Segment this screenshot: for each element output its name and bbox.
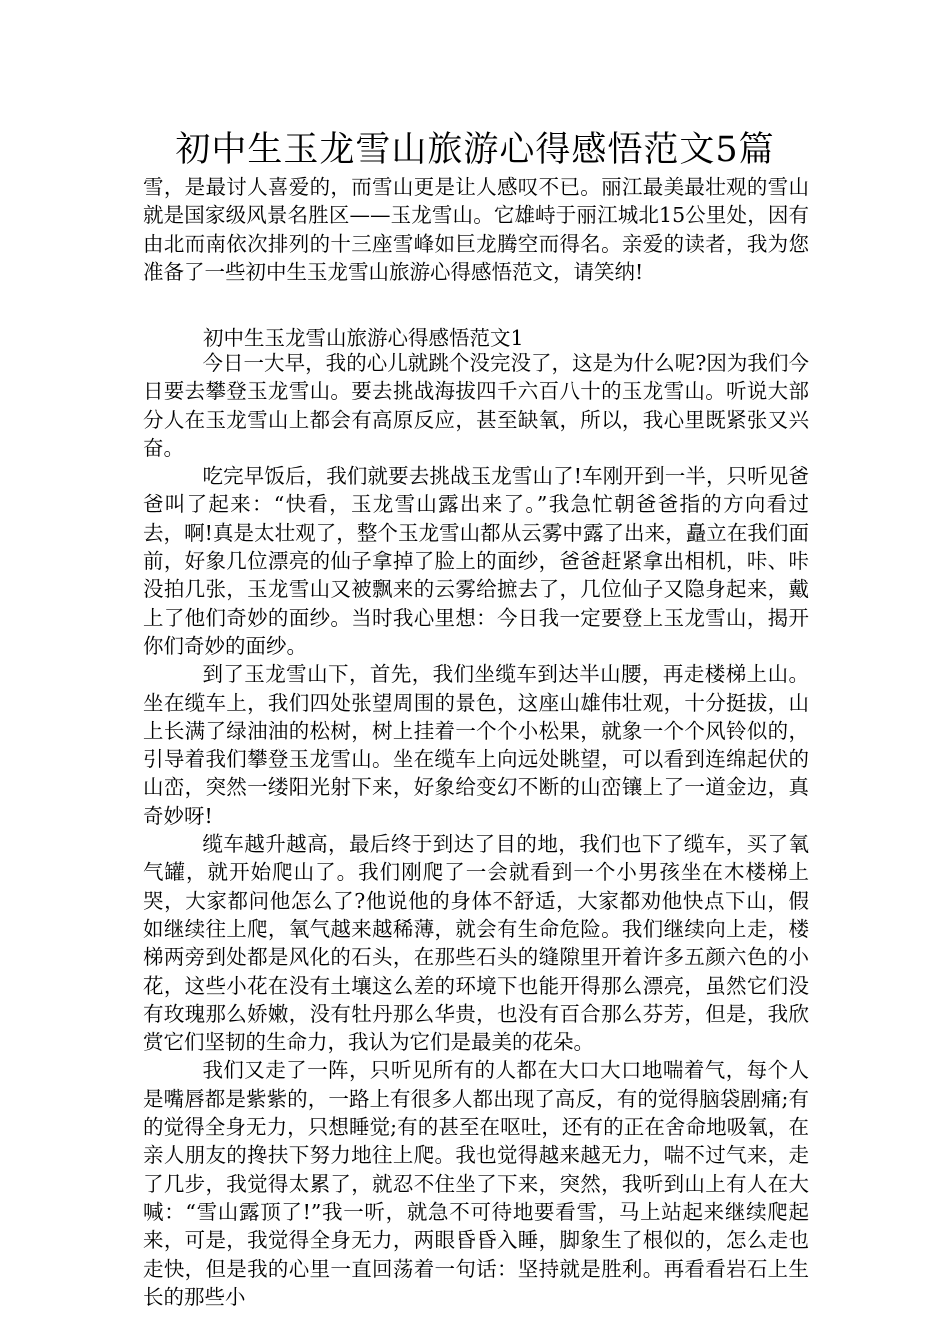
paragraph: 吃完早饭后，我们就要去挑战玉龙雪山了!车刚开到一半，只听见爸爸叫了起来：“快看，玉龙雪山露出来了。”我急忙朝爸爸指的方向看过去，啊!真是太壮观了，整个玉龙雪山都从云雾中露了出来，矗立在我们面前，好象几位漂亮的仙子拿掉了脸上的面纱，爸爸赶紧拿出相机，咔、咔没拍几张，玉龙雪山又被飘来的云雾给摭去了，几位仙子又隐身起来，戴上了他们奇妙的面纱。当时我心里想：今日我一定要登上玉龙雪山，揭开你们奇妙的面纱。	[143, 464, 809, 658]
paragraph: 我们又走了一阵，只听见所有的人都在大口大口地喘着气，每个人是嘴唇都是紫紫的，一路上有很多人都出现了高反，有的觉得脑袋剧痛;有的觉得全身无力，只想睡觉;有的甚至在呕吐，还有的正在舍命地吸氧，在亲人朋友的搀扶下努力地往上爬。我也觉得越来越无力，喘不过气来，走了几步，我觉得太累了，就忍不住坐了下来，突然，我听到山上有人在大喊：“雪山露顶了!”我一听，就急不可待地要看雪，马上站起来继续爬起来，可是，我觉得全身无力，两眼昏昏入睡，脚象生了根似的，怎么走也走快，但是我的心里一直回荡着一句话：坚持就是胜利。再看看岩石上生长的那些小	[143, 1058, 809, 1309]
intro-paragraph: 雪，是最讨人喜爱的，而雪山更是让人感叹不已。丽江最美最壮观的雪山就是国家级风景名胜区——玉龙雪山。它雄峙于丽江城北15公里处，因有由北而南依次排列的十三座雪峰如巨龙腾空而得名。亲爱的读者，我为您准备了一些初中生玉龙雪山旅游心得感悟范文，请笑纳!	[143, 175, 809, 284]
document-title: 初中生玉龙雪山旅游心得感悟范文5篇	[175, 130, 775, 170]
paragraph: 到了玉龙雪山下，首先，我们坐缆车到达半山腰，再走楼梯上山。坐在缆车上，我们四处张望周围的景色，这座山雄伟壮观，十分挺拔，山上长满了绿油油的松树，树上挂着一个个小松果，就象一个个风铃似的，引导着我们攀登玉龙雪山。坐在缆车上向远处眺望，可以看到连绵起伏的山峦，突然一缕阳光射下来，好象给变幻不断的山峦镶上了一道金边，真奇妙呀!	[143, 662, 809, 828]
paragraph: 缆车越升越高，最后终于到达了目的地，我们也下了缆车，买了氧气罐，就开始爬山了。我们刚爬了一会就看到一个小男孩坐在木楼梯上哭，大家都问他怎么了?他说他的身体不舒适，大家都劝他快点下山，假如继续往上爬，氧气越来越稀薄，就会有生命危险。我们继续向上走，楼梯两旁到处都是风化的石头，在那些石头的缝隙里开着许多五颜六色的小花，这些小花在没有土壤这么差的环境下也能开得那么漂亮，虽然它们没有玫瑰那么娇嫩，没有牡丹那么华贵，也没有百合那么芬芳，但是，我欣赏它们坚韧的生命力，我认为它们是最美的花朵。	[143, 832, 809, 1055]
section-heading: 初中生玉龙雪山旅游心得感悟范文1	[203, 326, 524, 350]
paragraph: 今日一大早，我的心儿就跳个没完没了，这是为什么呢?因为我们今日要去攀登玉龙雪山。要去挑战海拔四千六百八十的玉龙雪山。听说大部分人在玉龙雪山上都会有高原反应，甚至缺氧，所以，我心里既紧张又兴奋。	[143, 351, 809, 460]
article-body	[143, 349, 809, 1311]
